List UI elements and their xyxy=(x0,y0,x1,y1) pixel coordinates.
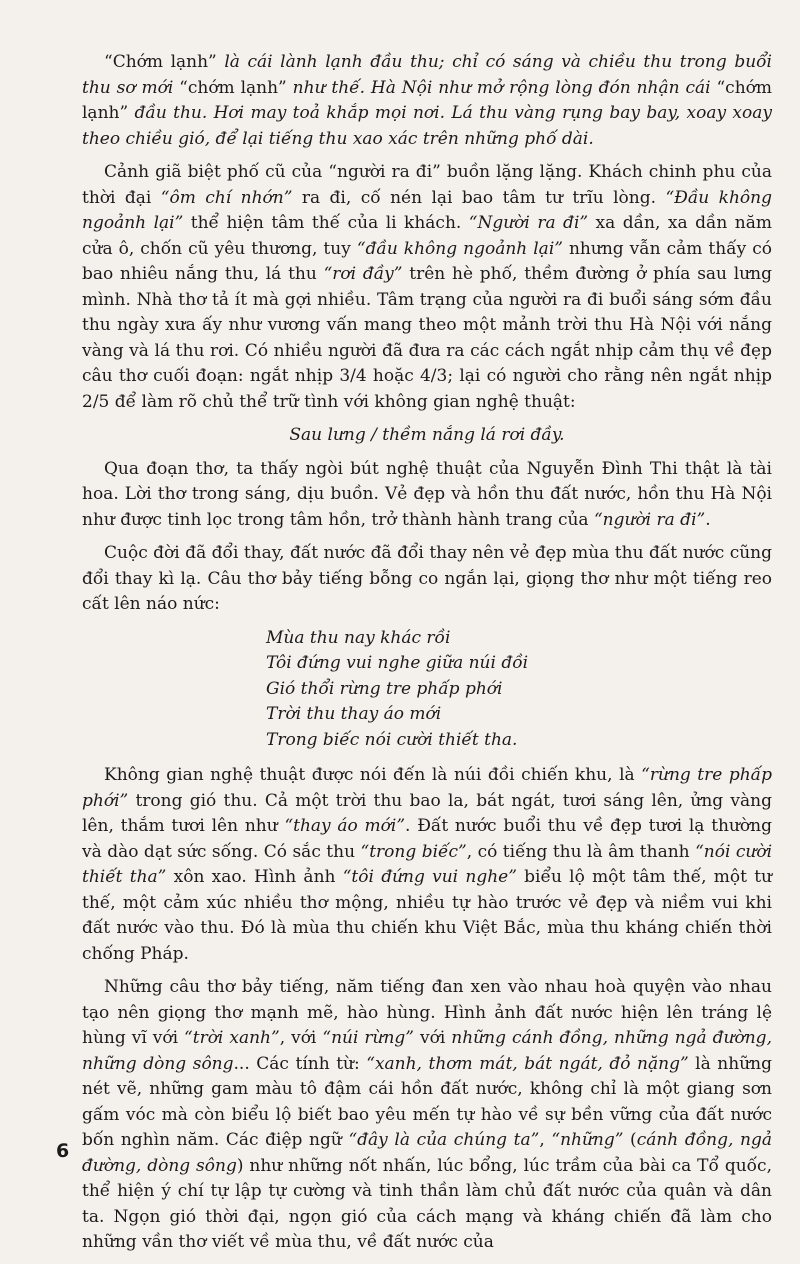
text-segment: “chớm lạnh” xyxy=(82,77,772,123)
text-segment: đầu thu. Hơi may toả khắp mọi nơi. Lá thu vàng rụng bay bay, xoay xoay theo chiều gió, để lại tiếng thu xao xác trên những phố dài. xyxy=(82,103,772,149)
text-segment: trên hè phố, thềm đường ở phía sau lưng mình. Nhà thơ tả ít mà gợi nhiều. Tâm trạng của người ra đi buổi sáng sớm đầu thu ngày xưa ấy như vương vấn mang theo một mảnh trời thu Hà Nội với nắng vàng và lá thu rơi. Có nhiều người đã đưa ra các cách ngắt nhịp cảm thụ về đẹp câu thơ cuối đoạn: ngắt nhịp 3/4 hoặc 4/3; lại có người cho rằng nên ngắt nhịp 2/5 để làm rõ chủ thể trữ tình với không gian nghệ thuật: xyxy=(82,264,772,412)
paragraph-p2 xyxy=(82,160,772,415)
poem-line: Tôi đứng vui nghe giữa núi đồi xyxy=(266,653,529,673)
poem-stanza xyxy=(266,626,772,754)
text-segment: như thế. Hà Nội như mở rộng lòng đón nhận cái xyxy=(292,77,717,98)
text-segment: “tôi đứng vui nghe” xyxy=(342,867,517,887)
text-segment: với xyxy=(414,1028,452,1048)
text-segment: “trời xanh” xyxy=(184,1028,280,1048)
text-segment: , có tiếng thu là âm thanh xyxy=(466,841,696,862)
poem-line: Trời thu thay áo mới xyxy=(266,704,442,724)
paragraph-p1 xyxy=(82,50,772,152)
paragraph-p3 xyxy=(82,457,772,534)
text-segment: “nói cười thiết tha” xyxy=(82,841,773,887)
text-segment: “ôm chí nhớn” xyxy=(160,187,293,208)
text-segment: “thay áo mới” xyxy=(284,816,406,836)
text-segment: “chớm lạnh” xyxy=(179,77,293,98)
text-segment: “Chớm lạnh” xyxy=(104,52,225,72)
text-segment: “núi rừng” xyxy=(322,1028,414,1048)
page-number: 6 xyxy=(56,1140,70,1162)
document-page xyxy=(82,50,772,1264)
quoted-verse-line: Sau lưng / thềm nắng lá rơi đầy. xyxy=(289,425,565,445)
paragraph-group-3 xyxy=(82,763,772,1256)
text-segment: Qua đoạn thơ, ta thấy ngòi bút nghệ thuật của Nguyễn Đình Thi thật là tài hoa. Lời thơ trong sáng, dịu buồn. Vẻ đẹp và hồn thu đất nước, hồn thu Hà Nội như được tinh lọc trong tâm hồn, trở thành hành trang của xyxy=(82,458,772,530)
text-segment: trong gió thu. Cả một trời thu bao la, bát ngát, tươi sáng lên, ửng vàng lên, thắm tươi lên như xyxy=(82,790,772,836)
poem-line: Gió thổi rừng tre phấp phới xyxy=(266,678,503,699)
text-segment: những cánh đồng, những ngả đường, những dòng sông xyxy=(82,1028,772,1074)
text-segment: “trong biếc” xyxy=(360,841,467,862)
text-segment: “người ra đi” xyxy=(593,509,706,530)
paragraph-p4 xyxy=(82,541,772,618)
text-segment: là những nét vẽ, những gam màu tô đậm cái hồn đất nước, không chỉ là một giang sơn gấm vóc mà còn biểu lộ biết bao yêu mến tự hào về sự bền vững của đất nước bốn nghìn năm. Các điệp ngữ xyxy=(82,1053,772,1150)
text-segment: Cuộc đời đã đổi thay, đất nước đã đổi thay nên vẻ đẹp mùa thu đất nước cũng đổi thay kì lạ. Câu thơ bảy tiếng bỗng co ngắn lại, giọng thơ như một tiếng reo cất lên náo nức: xyxy=(82,543,772,614)
text-segment: . xyxy=(705,509,711,530)
text-segment: “những” xyxy=(551,1130,624,1150)
text-segment: “rơi đầy” xyxy=(323,264,403,284)
text-segment: thể hiện tâm thế của li khách. xyxy=(183,213,469,233)
text-segment: ra đi, cố nén lại bao tâm tư trĩu lòng. xyxy=(292,187,666,208)
paragraph-p5 xyxy=(82,763,772,967)
poem-line: Mùa thu nay khác rồi xyxy=(266,627,451,648)
text-segment: “Đầu không ngoảnh lại” xyxy=(82,187,773,233)
text-segment: “đây là của chúng ta” xyxy=(348,1130,540,1150)
text-segment: ) như những nốt nhấn, lúc bổng, lúc trầm của bài ca Tổ quốc, thể hiện ý chí tự lập tự cường và tinh thần làm chủ đất nước của quân và dân ta. Ngọn gió thời đại, ngọn gió của cách mạng và kháng chiến đã làm cho những vần thơ viết về mùa thu, về đất nước của xyxy=(82,1155,772,1252)
poem-line: Trong biếc nói cười thiết tha. xyxy=(266,729,518,750)
text-segment: là cái lành lạnh đầu thu; chỉ có sáng và chiều thu trong buổi thu sơ mới xyxy=(82,52,772,98)
text-segment: , xyxy=(539,1130,552,1150)
text-segment: “Người ra đi” xyxy=(468,213,589,233)
text-segment: Không gian nghệ thuật được nói đến là núi đồi chiến khu, là xyxy=(104,765,642,785)
paragraph-group-2 xyxy=(82,457,772,618)
text-segment: xa dần, xa dần năm cửa ô, chốn cũ yêu thương, tuy xyxy=(82,213,772,259)
text-segment: “rừng tre phấp phới” xyxy=(82,765,772,811)
text-segment: xôn xao. Hình ảnh xyxy=(166,867,343,887)
text-segment: “xanh, thơm mát, bát ngát, đỏ nặng” xyxy=(366,1053,689,1074)
text-segment: Cảnh giã biệt phố cũ của “người ra đi” buồn lặng lặng. Khách chinh phu của thời đại xyxy=(82,162,772,208)
text-segment: , với xyxy=(279,1028,323,1048)
paragraph-p6 xyxy=(82,975,772,1256)
text-segment: Những câu thơ bảy tiếng, năm tiếng đan xen vào nhau hoà quyện vào nhau tạo nên giọng thơ mạnh mẽ, hào hùng. Hình ảnh đất nước hiện lên tráng lệ hùng vĩ với xyxy=(82,977,772,1048)
text-segment: “đầu không ngoảnh lại” xyxy=(356,238,563,259)
text-segment: . Đất nước buổi thu về đẹp tươi lạ thường và dào dạt sức sống. Có sắc thu xyxy=(82,816,772,862)
text-segment: ... Các tính từ: xyxy=(233,1053,367,1074)
text-segment: biểu lộ một tâm thế, một tư thế, một cảm xúc nhiều thơ mộng, nhiều tự hào trước vẻ đẹp và niềm vui khi đất nước vào thu. Đó là mùa thu chiến khu Việt Bắc, mùa thu kháng chiến thời chống Pháp. xyxy=(82,867,773,964)
paragraph-group-1 xyxy=(82,50,772,415)
text-segment: cánh đồng, ngả đường, dòng sông xyxy=(82,1130,772,1176)
text-segment: ( xyxy=(623,1130,637,1150)
text-segment: nhưng vẫn cảm thấy có bao nhiêu nắng thu, lá thu xyxy=(82,238,773,284)
